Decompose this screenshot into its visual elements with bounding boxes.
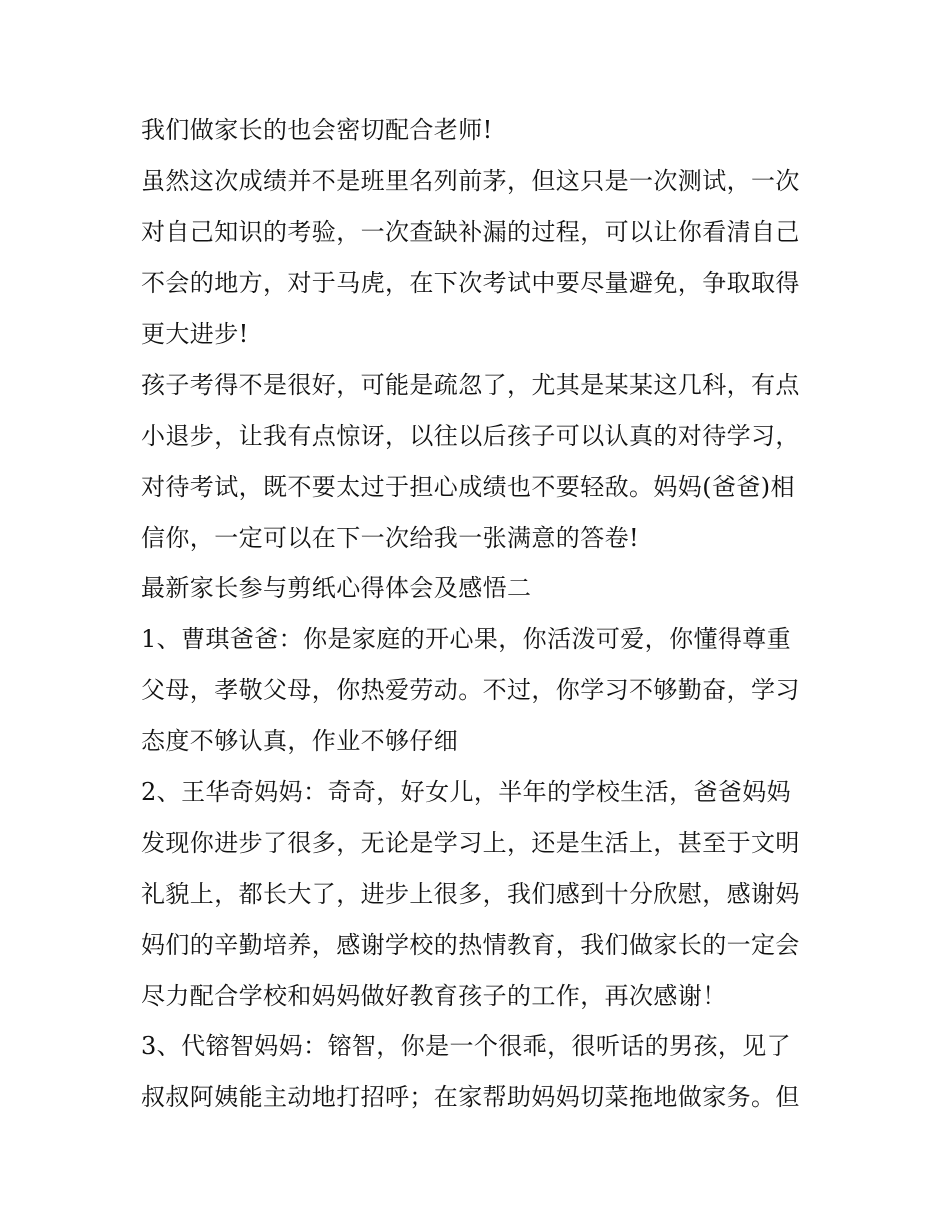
- text-line: 孩子考得不是很好，可能是疏忽了，尤其是某某这几科，有点: [141, 371, 800, 399]
- text-line: 父母，孝敬父母，你热爱劳动。不过，你学习不够勤奋，学习: [141, 676, 800, 704]
- text-line: 3、代镕智妈妈：镕智，你是一个很乖，很听话的男孩，见了: [141, 1032, 792, 1060]
- text-line: 2、王华奇妈妈：奇奇，好女儿，半年的学校生活，爸爸妈妈: [141, 778, 792, 806]
- text-line: 更大进步!: [141, 320, 249, 348]
- text-line: 妈们的辛勤培养，感谢学校的热情教育，我们做家长的一定会: [141, 931, 800, 959]
- text-line: 叔叔阿姨能主动地打招呼；在家帮助妈妈切菜拖地做家务。但: [141, 1083, 800, 1111]
- text-line: 我们做家长的也会密切配合老师!: [141, 116, 493, 144]
- text-line: 礼貌上，都长大了，进步上很多，我们感到十分欣慰，感谢妈: [141, 880, 800, 908]
- text-line: 对自己知识的考验，一次查缺补漏的过程，可以让你看清自己: [141, 218, 800, 246]
- text-line: 态度不够认真，作业不够仔细: [141, 727, 459, 755]
- text-line: 发现你进步了很多，无论是学习上，还是生活上，甚至于文明: [141, 829, 800, 857]
- text-line: 信你，一定可以在下一次给我一张满意的答卷!: [141, 524, 640, 552]
- text-line: 尽力配合学校和妈妈做好教育孩子的工作，再次感谢！: [141, 982, 727, 1010]
- text-line: 对待考试，既不要太过于担心成绩也不要轻敌。妈妈(爸爸)相: [141, 473, 795, 501]
- text-line: 小退步，让我有点惊讶，以往以后孩子可以认真的对待学习，: [141, 422, 800, 450]
- text-line: 虽然这次成绩并不是班里名列前茅，但这只是一次测试，一次: [141, 167, 800, 195]
- text-line: 1、曹琪爸爸：你是家庭的开心果，你活泼可爱，你懂得尊重: [141, 625, 792, 653]
- text-line: 不会的地方，对于马虎，在下次考试中要尽量避免，争取取得: [141, 269, 800, 297]
- section-heading: 最新家长参与剪纸心得体会及感悟二: [141, 574, 532, 602]
